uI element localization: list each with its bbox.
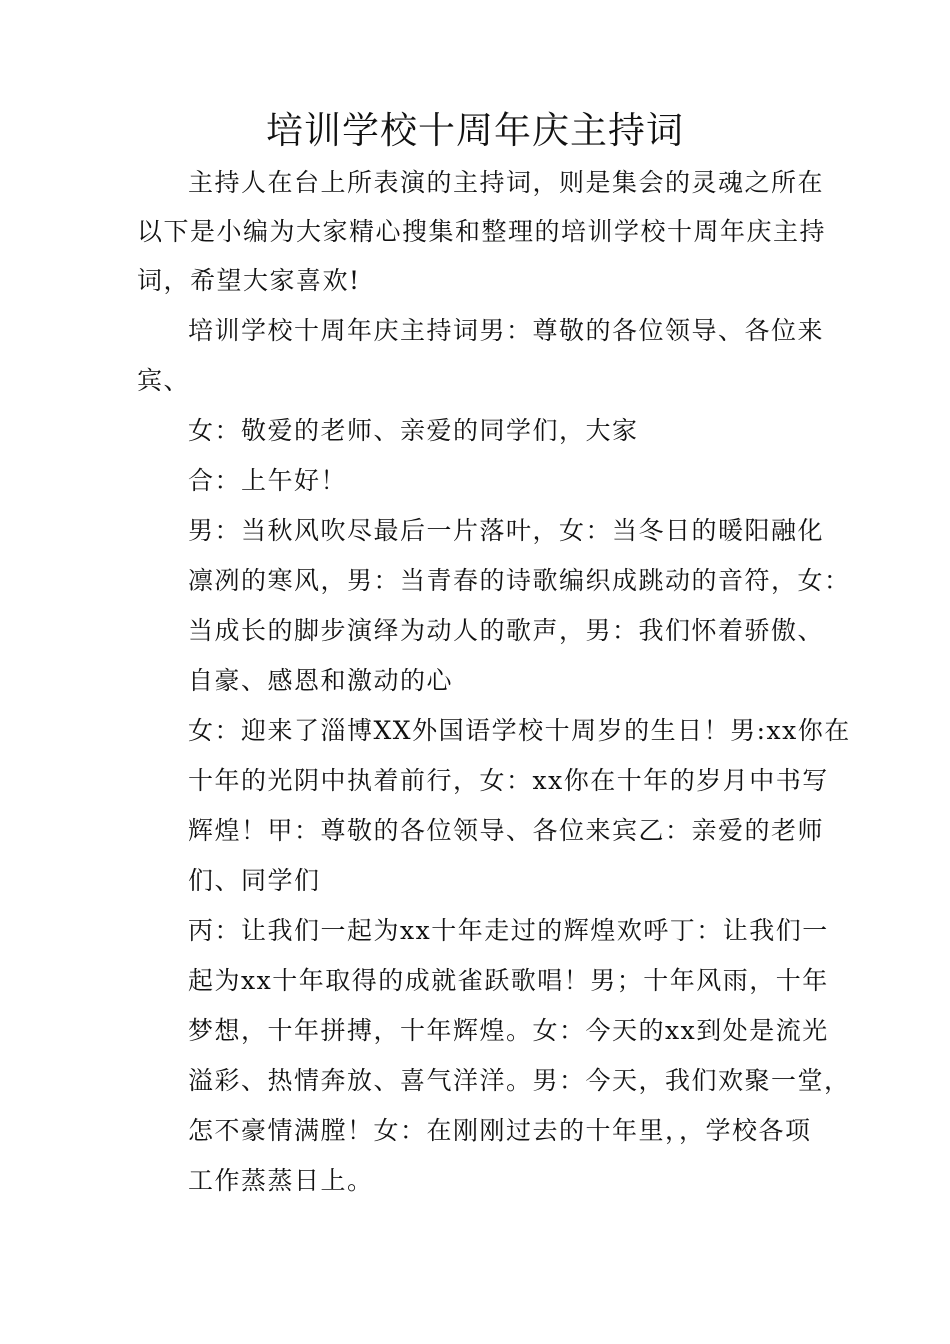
body-line-6: 女：敬爱的老师、亲爱的同学们，大家 [188, 416, 639, 445]
body-line-12: 女：迎来了淄博XX外国语学校十周岁的生日！男:xx你在 [188, 716, 851, 745]
body-line-20: 怎不豪情满膛！女：在刚刚过去的十年里，，学校各项 [188, 1116, 812, 1145]
body-line-4: 培训学校十周年庆主持词男：尊敬的各位领导、各位来 [188, 316, 825, 345]
body-line-1: 主持人在台上所表演的主持词，则是集会的灵魂之所在 [188, 168, 825, 197]
body-line-7: 合：上午好！ [188, 466, 348, 495]
body-line-8: 男：当秋风吹尽最后一片落叶，女：当冬日的暖阳融化 [188, 516, 825, 545]
body-line-15: 们、同学们 [188, 866, 321, 895]
body-line-5: 宾、 [137, 366, 191, 395]
body-line-16: 丙：让我们一起为xx十年走过的辉煌欢呼丁：让我们一 [188, 916, 829, 945]
body-line-14: 辉煌！甲：尊敬的各位领导、各位来宾乙：亲爱的老师 [188, 816, 825, 845]
body-line-10: 当成长的脚步演绎为动人的歌声，男：我们怀着骄傲、 [188, 616, 825, 645]
body-line-19: 溢彩、热情奔放、喜气洋洋。男：今天，我们欢聚一堂， [188, 1066, 851, 1095]
document-title: 培训学校十周年庆主持词 [266, 109, 684, 152]
body-line-18: 梦想，十年拼搏，十年辉煌。女：今天的xx到处是流光 [188, 1016, 829, 1045]
body-line-3: 词，希望大家喜欢! [137, 266, 361, 295]
body-line-13: 十年的光阴中执着前行，女：xx你在十年的岁月中书写 [188, 766, 829, 795]
body-line-17: 起为xx十年取得的成就雀跃歌唱！男；十年风雨，十年 [188, 966, 829, 995]
body-line-2: 以下是小编为大家精心搜集和整理的培训学校十周年庆主持 [137, 217, 827, 246]
body-line-21: 工作蒸蒸日上。 [188, 1166, 374, 1195]
body-line-11: 自豪、感恩和激动的心 [188, 666, 454, 695]
body-line-9: 凛冽的寒风，男：当青春的诗歌编织成跳动的音符，女： [188, 566, 851, 595]
